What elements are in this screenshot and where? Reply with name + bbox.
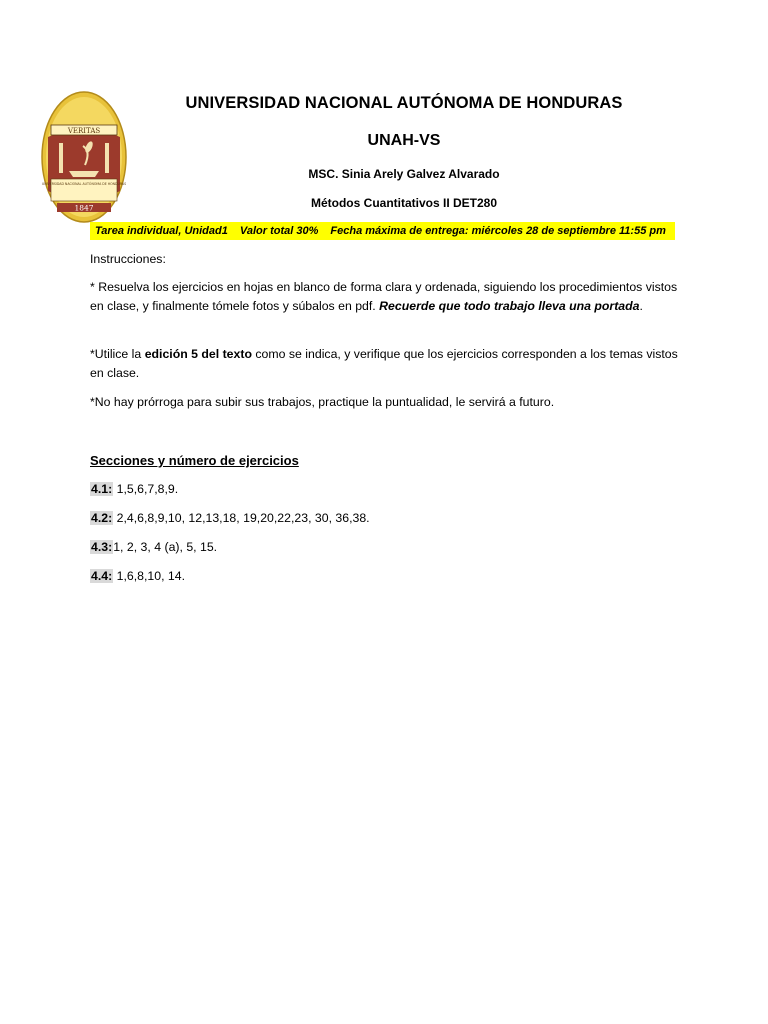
instruction-1-emphasis: Recuerde que todo trabajo lleva una portada xyxy=(379,299,640,313)
instructions-heading: Instrucciones: xyxy=(90,252,166,266)
course-name: Métodos Cuantitativos II DET280 xyxy=(310,196,498,210)
svg-text:VERITAS: VERITAS xyxy=(67,127,101,135)
instruction-item-2 xyxy=(90,345,680,383)
university-title: UNIVERSIDAD NACIONAL AUTÓNOMA DE HONDURAS xyxy=(185,94,623,112)
university-seal-logo xyxy=(41,91,127,223)
svg-text:UNIVERSIDAD NACIONAL AUTÓNOMA: UNIVERSIDAD NACIONAL AUTÓNOMA DE HONDURAS xyxy=(41,182,127,186)
sections-heading: Secciones y número de ejercicios xyxy=(90,453,299,468)
assignment-unit: Tarea individual, Unidad1 xyxy=(95,225,228,237)
assignment-value: Valor total 30% xyxy=(239,225,319,237)
section-label: 4.2: xyxy=(91,511,113,525)
instruction-2-bold: edición 5 del texto xyxy=(144,347,252,361)
instructor-name: MSC. Sinia Arely Galvez Alvarado xyxy=(308,167,500,181)
campus-title: UNAH-VS xyxy=(367,132,441,149)
instruction-2-post: como se indica, y verifique que los ejercicios corresponden a los temas vistos en clase. xyxy=(90,347,678,380)
section-exercises: 1,5,6,7,8,9. xyxy=(113,482,179,496)
instruction-item-3: *No hay prórroga para subir sus trabajos, practique la puntualidad, le servirá a futuro. xyxy=(90,395,555,409)
section-row xyxy=(90,480,680,499)
instruction-item-1 xyxy=(90,278,680,316)
section-row xyxy=(90,509,680,528)
section-row xyxy=(90,567,680,586)
assignment-highlight-banner xyxy=(90,222,675,240)
section-row xyxy=(90,538,680,557)
section-exercises: 1, 2, 3, 4 (a), 5, 15. xyxy=(113,540,218,554)
instruction-2-pre: *Utilice la xyxy=(90,347,142,361)
section-label: 4.1: xyxy=(91,482,113,496)
section-label: 4.4: xyxy=(91,569,113,583)
section-exercises: 1,6,8,10, 14. xyxy=(113,569,185,583)
section-label: 4.3: xyxy=(91,540,113,554)
svg-text:1847: 1847 xyxy=(74,203,94,213)
instruction-1-text: * Resuelva los ejercicios en hojas en blanco de forma clara y ordenada, siguiendo los procedimientos vistos en clase, y finalmente tómele fotos y súbalos en pdf. xyxy=(90,280,678,313)
assignment-deadline: Fecha máxima de entrega: miércoles 28 de septiembre 11:55 pm xyxy=(330,225,666,237)
instruction-1-end: . xyxy=(639,299,643,313)
section-exercises: 2,4,6,8,9,10, 12,13,18, 19,20,22,23, 30, 36,38. xyxy=(113,511,370,525)
